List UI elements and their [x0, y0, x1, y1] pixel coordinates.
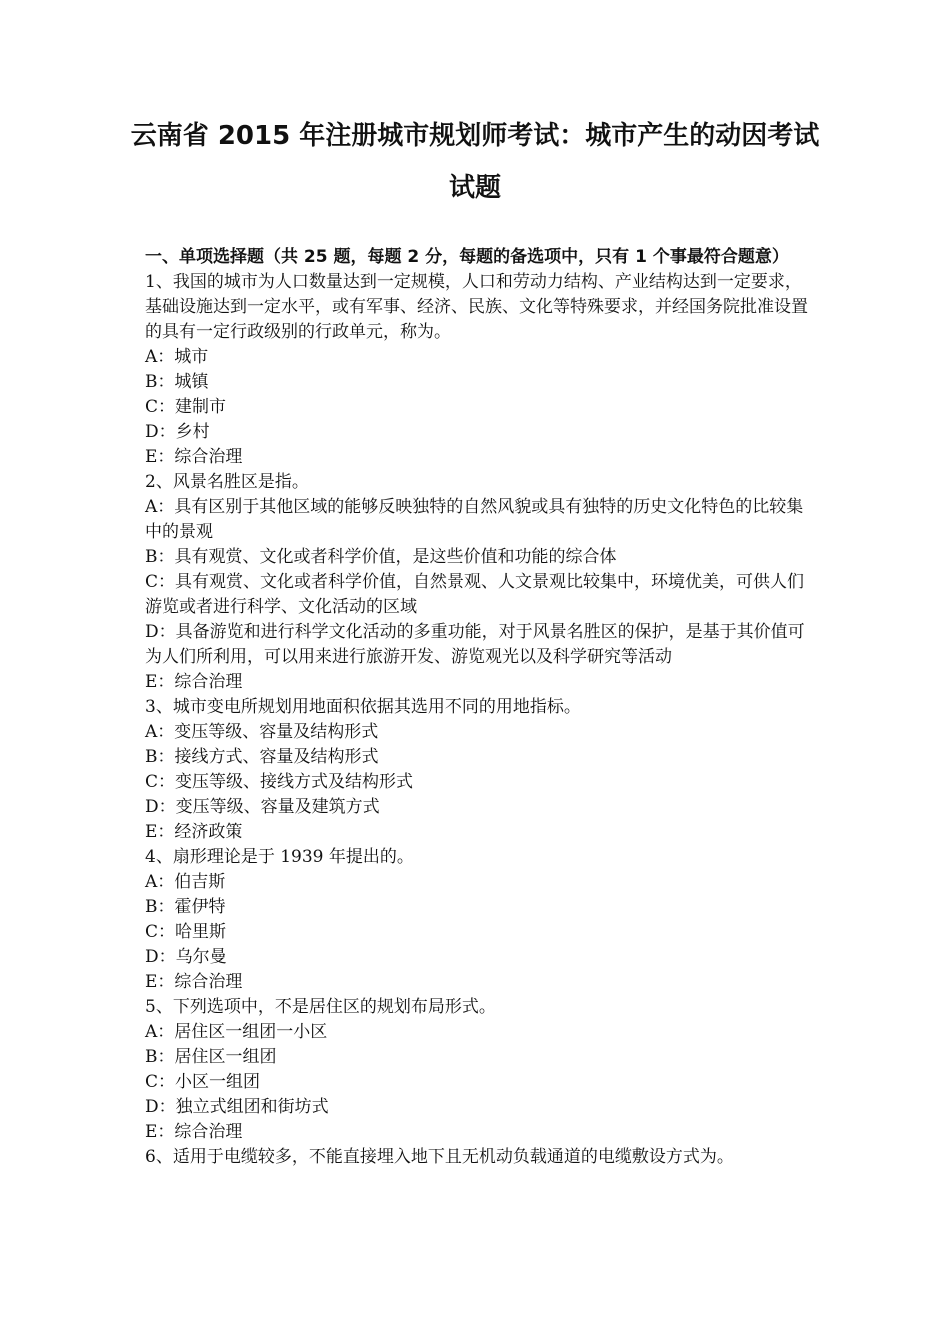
- answer-option: D：变压等级、容量及建筑方式: [145, 797, 380, 817]
- answer-option: E：经济政策: [145, 822, 243, 842]
- section-heading: 一、单项选择题（共 25 题，每题 2 分，每题的备选项中，只有 1 个事最符合题意）: [145, 247, 789, 267]
- answer-option: B：城镇: [145, 372, 209, 392]
- answer-option: A：伯吉斯: [145, 872, 226, 892]
- answer-option: C：变压等级、接线方式及结构形式: [145, 772, 414, 792]
- answer-option: E：综合治理: [145, 447, 243, 467]
- question-stem: 6、适用于电缆较多，不能直接埋入地下且无机动负载通道的电缆敷设方式为。: [145, 1147, 734, 1167]
- answer-option: D：独立式组团和街坊式: [145, 1097, 329, 1117]
- answer-option: B：接线方式、容量及结构形式: [145, 747, 379, 767]
- answer-option: A：具有区别于其他区域的能够反映独特的自然风貌或具有独特的历史文化特色的比较集中的景观: [145, 497, 804, 542]
- document-body: [145, 245, 815, 1170]
- answer-option: C：小区一组团: [145, 1072, 261, 1092]
- question-stem: 5、下列选项中，不是居住区的规划布局形式。: [145, 997, 496, 1017]
- answer-option: C：具有观赏、文化或者科学价值，自然景观、人文景观比较集中，环境优美，可供人们游览或者进行科学、文化活动的区域: [145, 572, 805, 617]
- answer-option: E：综合治理: [145, 672, 243, 692]
- answer-option: E：综合治理: [145, 972, 243, 992]
- question-stem: 1、我国的城市为人口数量达到一定规模，人口和劳动力结构、产业结构达到一定要求，基础设施达到一定水平，或有军事、经济、民族、文化等特殊要求，并经国务院批准设置的具有一定行政级别的行政单元，称为。: [145, 272, 808, 342]
- answer-option: A：变压等级、容量及结构形式: [145, 722, 379, 742]
- question-stem: 4、扇形理论是于 1939 年提出的。: [145, 847, 414, 867]
- answer-option: B：霍伊特: [145, 897, 226, 917]
- document-title-line-1: 云南省 2015 年注册城市规划师考试：城市产生的动因考试: [130, 121, 820, 151]
- answer-option: B：居住区一组团: [145, 1047, 277, 1067]
- question-stem: 3、城市变电所规划用地面积依据其选用不同的用地指标。: [145, 697, 581, 717]
- question-stem: 2、风景名胜区是指。: [145, 472, 309, 492]
- answer-option: C：建制市: [145, 397, 227, 417]
- answer-option: A：城市: [145, 347, 209, 367]
- answer-option: D：乌尔曼: [145, 947, 227, 967]
- answer-option: C：哈里斯: [145, 922, 227, 942]
- answer-option: B：具有观赏、文化或者科学价值，是这些价值和功能的综合体: [145, 547, 617, 567]
- answer-option: E：综合治理: [145, 1122, 243, 1142]
- document-title-line-2: 试题: [448, 173, 501, 203]
- answer-option: D：具备游览和进行科学文化活动的多重功能，对于风景名胜区的保护，是基于其价值可为人们所利用，可以用来进行旅游开发、游览观光以及科学研究等活动: [145, 622, 805, 667]
- answer-option: D：乡村: [145, 422, 210, 442]
- answer-option: A：居住区一组团一小区: [145, 1022, 328, 1042]
